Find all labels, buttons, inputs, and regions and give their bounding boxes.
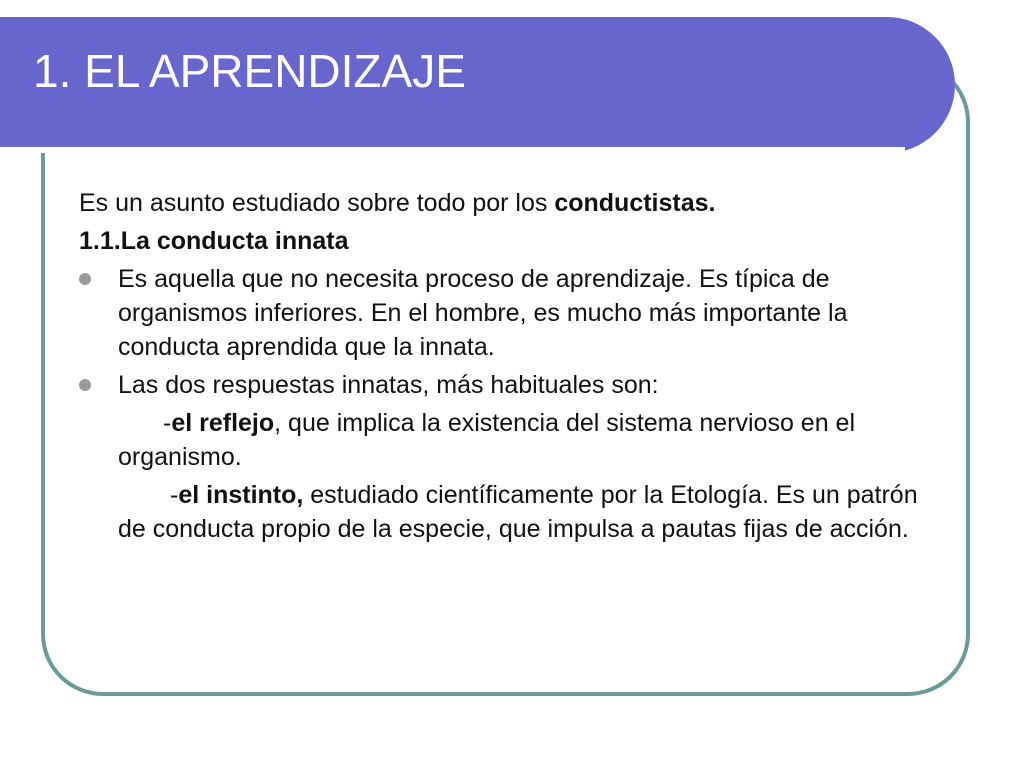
sub-item-term: el reflejo xyxy=(171,409,275,437)
subheading-text: 1.1.La conducta innata xyxy=(79,227,349,255)
sub-item-reflejo xyxy=(118,406,949,474)
sub-item-instinto xyxy=(118,478,949,546)
bullet-text: Es aquella que no necesita proceso de aprendizaje. Es típica de organismos inferiores. En el hombre, es mucho más importante la conducta aprendida que la innata. xyxy=(118,265,848,361)
slide-title: 1. EL APRENDIZAJE xyxy=(33,45,466,97)
intro-paragraph xyxy=(79,186,949,220)
sub-item-text: , que implica la existencia del sistema nervioso en el organismo. xyxy=(118,409,856,471)
sub-item-text: estudiado científicamente por la Etología. Es un patrón de conducta propio de la especie, que impulsa a pautas fijas de acción. xyxy=(118,481,918,543)
sub-item-prefix: - xyxy=(163,409,172,437)
bullet-dot-icon xyxy=(79,379,91,391)
bullet-item xyxy=(79,368,949,402)
subheading xyxy=(79,224,949,258)
title-underline xyxy=(0,147,905,153)
sub-item-term: el instinto, xyxy=(178,481,304,509)
slide-body xyxy=(79,186,949,550)
intro-text: Es un asunto estudiado sobre todo por los xyxy=(79,189,555,217)
sub-item-prefix: - xyxy=(170,481,179,509)
bullet-text: Las dos respuestas innatas, más habituales son: xyxy=(118,371,659,399)
bullet-item xyxy=(79,262,949,364)
intro-bold-term: conductistas. xyxy=(554,189,716,217)
bullet-dot-icon xyxy=(79,273,91,285)
